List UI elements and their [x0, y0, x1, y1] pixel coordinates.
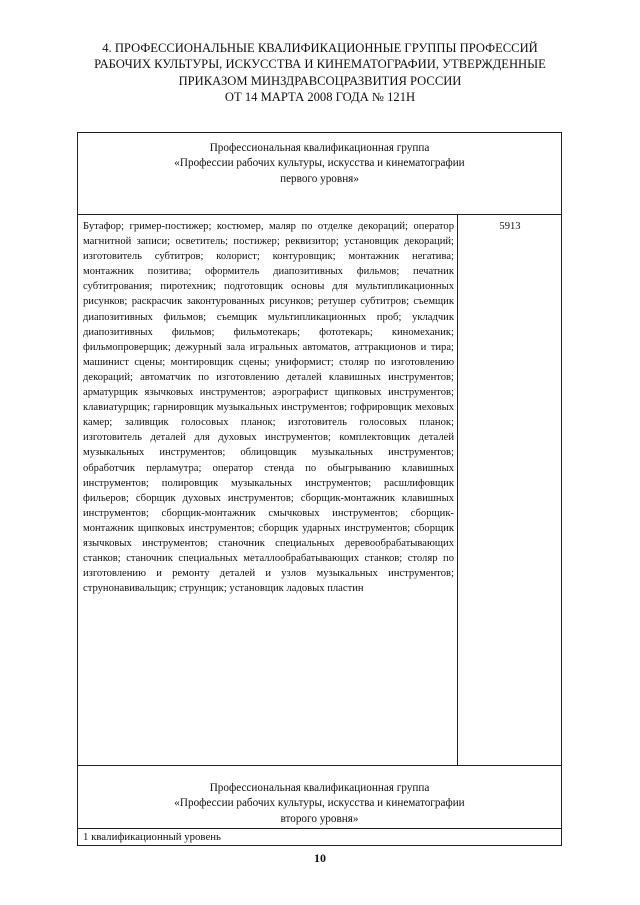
- document-title: [70, 40, 570, 106]
- qualification-table: [77, 132, 562, 846]
- group-header-line: второго уровня»: [280, 812, 359, 825]
- title-line: РАБОЧИХ КУЛЬТУРЫ, ИСКУССТВА И КИНЕМАТОГРАФИИ, УТВЕРЖДЕННЫЕ: [94, 57, 546, 72]
- group-header-line: Профессиональная квалификационная группа: [209, 782, 430, 794]
- group-1-professions-list: Бутафор; гример-постижер; костюмер, маляр по отделке декораций; оператор магнитной записи; осветитель; постижер; реквизитор; установщик декораций; изготовитель субтитров; колорист; контуровщик; монтажник негатива; монтажник позитива; оформитель диапозитивных фильмов; печатник субтитрования; пиротехник; подготовщик основы для мультипликационных рисунков; раскрасчик законтурованных рисунков; ретушер субтитров; съемщик диапозитивных фильмов; съемщик мультипликационных проб; укладчик диапозитивных фильмов; фильмотекарь; фототекарь; киномеханик; фильмопроверщик; дежурный зала игральных автоматов, аттракционов и тира; машинист сцены; монтировщик сцены; униформист; столяр по изготовлению декораций; автоматчик по изготовлению деталей клавишных инструментов; арматурщик язычковых инструментов; аэрографист щипковых инструментов; клавиатурщик; гарнировщик музыкальных инструментов; гофрировщик меховых камер; заливщик голосовых планок; изготовитель голосовых планок; изготовитель деталей для духовых инструментов; комплектовщик деталей музыкальных инструментов; облицовщик музыкальных инструментов; обработчик перламутра; оператор стенда по обыгрыванию клавишных инструментов; полировщик музыкальных инструментов; расшлифовщик фильеров; сборщик духовых инструментов; сборщик-монтажник клавишных инструментов; сборщик-монтажник смычковых инструментов; сборщик-монтажник щипковых инструментов; сборщик ударных инструментов; сборщик язычковых инструментов; станочник специальных деревообрабатывающих станков; станочник специальных металлообрабатывающих станков; столяр по изготовлению и ремонту деталей и узлов музыкальных инструментов; струнонавивальщик; струнщик; установщик ладовых пластин: [83, 221, 454, 595]
- group-1-code: 5913: [499, 221, 521, 232]
- group-header-line: Профессиональная квалификационная группа: [209, 142, 430, 154]
- title-line: ПРИКАЗОМ МИНЗДРАВСОЦРАЗВИТИЯ РОССИИ: [178, 73, 462, 88]
- group-header-line: «Профессии рабочих культуры, искусства и кинематографии: [174, 157, 465, 170]
- title-line: 4. ПРОФЕССИОНАЛЬНЫЕ КВАЛИФИКАЦИОННЫЕ ГРУППЫ ПРОФЕССИЙ: [102, 41, 538, 55]
- group-1-header: [78, 141, 561, 187]
- qualification-level-label: 1 квалификационный уровень: [83, 831, 221, 843]
- column-divider: [457, 214, 458, 765]
- row-divider: [78, 765, 561, 766]
- group-2-header: [78, 781, 561, 827]
- group-header-line: первого уровня»: [280, 172, 359, 185]
- page-number: 10: [314, 851, 326, 865]
- row-divider: [78, 214, 561, 215]
- row-divider: [78, 828, 561, 829]
- title-line: ОТ 14 МАРТА 2008 ГОДА № 121Н: [224, 90, 416, 105]
- group-header-line: «Профессии рабочих культуры, искусства и кинематографии: [174, 797, 465, 810]
